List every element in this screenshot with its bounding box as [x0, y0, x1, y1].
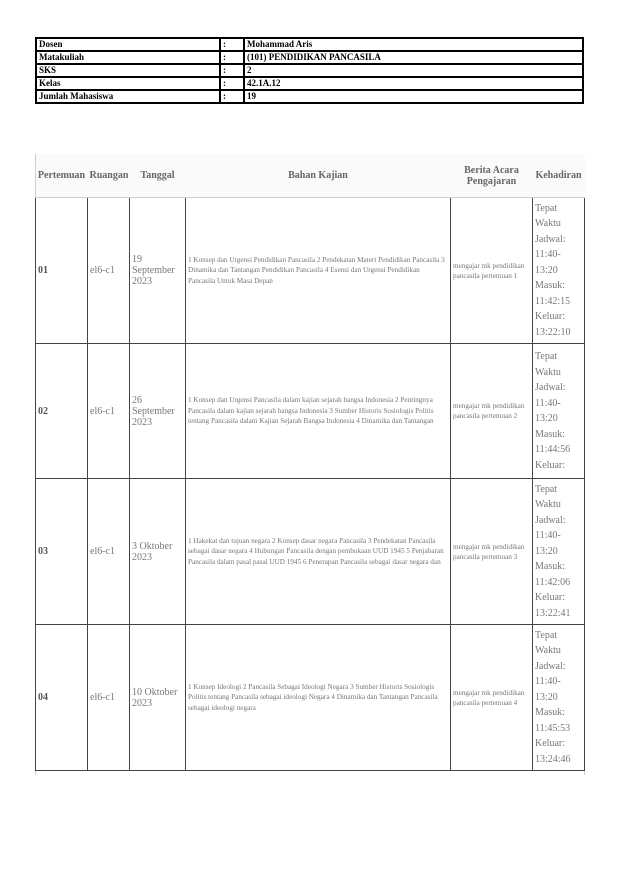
kehadiran-line: Masuk: — [535, 428, 565, 440]
kehadiran-line: Waktu — [535, 218, 561, 230]
kehadiran-line: Tepat — [535, 351, 558, 362]
kehadiran-line: Keluar: — [535, 459, 565, 471]
kehadiran-line: 11:44:56 — [535, 444, 571, 455]
kehadiran-line: 13:20 — [535, 413, 558, 424]
kehadiran-line: Keluar: — [535, 311, 565, 323]
kehadiran-line: Masuk: — [535, 707, 565, 719]
info-separator: : — [220, 38, 244, 51]
kehadiran-line: 11:45:53 — [535, 722, 571, 734]
kehadiran-line: Jadwal: — [535, 382, 566, 393]
kehadiran-line: Keluar: — [535, 592, 565, 604]
ruangan-cell: el6-c1 — [88, 625, 130, 771]
berita-acara-cell: mengajar mk pendidikan pancasila pertemuan 3 — [451, 479, 533, 625]
info-separator: : — [220, 90, 244, 103]
kehadiran-line: 11:40- — [535, 530, 561, 542]
ruangan-cell: el6-c1 — [88, 198, 130, 344]
header-berita-acara: Berita Acara Pengajaran — [451, 154, 533, 198]
info-separator: : — [220, 51, 244, 64]
info-row-sks — [36, 64, 583, 77]
kehadiran-line: Masuk: — [535, 280, 565, 292]
header-kehadiran: Kehadiran — [533, 154, 585, 198]
pertemuan-cell: 03 — [36, 479, 88, 625]
info-row-dosen — [36, 38, 583, 51]
kehadiran-line: Tepat — [535, 629, 558, 641]
tanggal-cell: 26 September 2023 — [130, 344, 186, 479]
info-value: 42.1A.12 — [244, 77, 583, 90]
table-row — [36, 625, 585, 771]
kehadiran-line: 13:24:46 — [535, 753, 571, 765]
kehadiran-cell — [533, 344, 585, 479]
tanggal-cell: 19 September 2023 — [130, 198, 186, 344]
info-label: Jumlah Mahasiswa — [36, 90, 220, 103]
kehadiran-line: Jadwal: — [535, 660, 566, 672]
header-ruangan: Ruangan — [88, 154, 130, 198]
kehadiran-line: Keluar: — [535, 738, 565, 750]
kehadiran-line: 11:42:15 — [535, 295, 571, 307]
kehadiran-line: Masuk: — [535, 561, 565, 573]
kehadiran-line: 13:20 — [535, 691, 558, 703]
kehadiran-line: 13:20 — [535, 264, 558, 276]
bahan-kajian-cell: 1 Konsep dan Urgensi Pendidikan Pancasila 2 Pendekatan Materi Pendidikan Pancasila 3 Dinamika dan Tantangan Pendidikan Pancasila 4 Esensi dan Urgensi Pendidikan Pancasila Untuk Masa Depan — [186, 198, 451, 344]
info-row-jumlah-mahasiswa — [36, 90, 583, 103]
kehadiran-line: 13:20 — [535, 545, 558, 557]
kehadiran-line: Waktu — [535, 645, 561, 657]
ruangan-cell: el6-c1 — [88, 479, 130, 625]
table-row — [36, 198, 585, 344]
header-bahan-kajian: Bahan Kajian — [186, 154, 451, 198]
kehadiran-line: Waktu — [535, 366, 561, 378]
pertemuan-cell: 04 — [36, 625, 88, 771]
ruangan-cell: el6-c1 — [88, 344, 130, 479]
bahan-kajian-cell: 1 Hakekat dan tujuan negara 2 Konsep dasar negara Pancasila 3 Pendekatan Pancasila sebagai dasar negara 4 Hubungan Pancasila dengan pembukaan UUD 1945 5 Penjabaran Pancasila dalam pasal pasal UUD 1945 6 Penerapan Pancasila sebagai dasar negara dan — [186, 479, 451, 625]
table-row — [36, 479, 585, 625]
kehadiran-line: Waktu — [535, 499, 561, 511]
pertemuan-cell: 02 — [36, 344, 88, 479]
info-separator: : — [220, 64, 244, 77]
kehadiran-cell — [533, 198, 585, 344]
info-value: 2 — [244, 64, 583, 77]
kehadiran-cell — [533, 479, 585, 625]
tanggal-cell: 3 Oktober 2023 — [130, 479, 186, 625]
kehadiran-line: Tepat — [535, 483, 558, 495]
info-label: Dosen — [36, 38, 220, 51]
header-pertemuan: Pertemuan — [36, 154, 88, 198]
attendance-table — [35, 154, 585, 771]
header-tanggal: Tanggal — [130, 154, 186, 198]
kehadiran-line: 11:42:06 — [535, 576, 571, 588]
info-separator: : — [220, 77, 244, 90]
kehadiran-line: 11:40- — [535, 397, 561, 409]
info-label: SKS — [36, 64, 220, 77]
info-value: Mohammad Aris — [244, 38, 583, 51]
bahan-kajian-cell: 1 Konsep Ideologi 2 Pancasila Sebagai Ideologi Negara 3 Sumber Historis Sosiologis Politis tentang Pancasila sebagai ideologi Negara 4 Dinamika dan Tantangan Pancasila sebagai ideologi negara — [186, 625, 451, 771]
info-value: (101) PENDIDIKAN PANCASILA — [244, 51, 583, 64]
info-label: Kelas — [36, 77, 220, 90]
kehadiran-line: 11:40- — [535, 676, 561, 688]
berita-acara-cell: mengajar mk pendidikan pancasila pertemuan 2 — [451, 344, 533, 479]
info-value: 19 — [244, 90, 583, 103]
table-row — [36, 344, 585, 479]
pertemuan-cell: 01 — [36, 198, 88, 344]
kehadiran-line: 13:22:41 — [535, 607, 571, 619]
bahan-kajian-cell: 1 Konsep dan Urgensi Pancasila dalam kajian sejarah bangsa Indonesia 2 Pentingnya Pancasila dalam kajian sejarah bangsa Indonesia 3 Sumber Historis Sosiologis Politis tentang Pancasila dalam Kajian Sejarah Bangsa Indonesia 4 Dinamika dan Tantangan — [186, 344, 451, 479]
kehadiran-line: Jadwal: — [535, 514, 566, 526]
berita-acara-cell: mengajar mk pendidikan pancasila pertemuan 1 — [451, 198, 533, 344]
table-header-row — [36, 154, 585, 198]
kehadiran-line: Jadwal: — [535, 233, 566, 245]
info-label: Matakuliah — [36, 51, 220, 64]
kehadiran-line: 13:22:10 — [535, 326, 571, 338]
kehadiran-line: 11:40- — [535, 249, 561, 261]
kehadiran-line: Tepat — [535, 202, 558, 214]
course-info-table — [35, 37, 584, 104]
kehadiran-cell — [533, 625, 585, 771]
info-row-matakuliah — [36, 51, 583, 64]
berita-acara-cell: mengajar mk pendidikan pancasila pertemuan 4 — [451, 625, 533, 771]
tanggal-cell: 10 Oktober 2023 — [130, 625, 186, 771]
info-row-kelas — [36, 77, 583, 90]
